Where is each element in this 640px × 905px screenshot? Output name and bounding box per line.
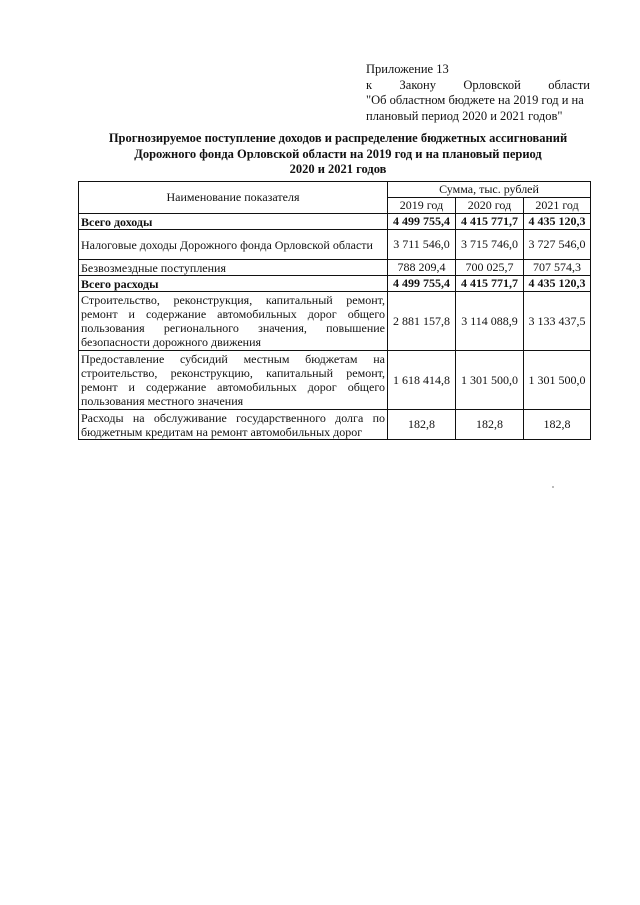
row-name-cell: Всего расходы — [79, 276, 388, 292]
row-value-cell: 182,8 — [456, 410, 524, 440]
row-value-cell: 2 881 157,8 — [388, 292, 456, 351]
row-name-cell: Строительство, реконструкция, капитальный ремонт, ремонт и содержание автомобильных дорог общего пользования регионального значения, повышение безопасности дорожного движения — [79, 292, 388, 351]
row-value-cell: 1 618 414,8 — [388, 351, 456, 410]
row-name-cell: Безвозмездные поступления — [79, 260, 388, 276]
row-value-cell: 4 435 120,3 — [524, 276, 591, 292]
row-value-cell: 3 715 746,0 — [456, 230, 524, 260]
row-value-cell: 1 301 500,0 — [524, 351, 591, 410]
annex-law-title-1: "Об областном бюджете на 2019 год и на — [366, 93, 584, 107]
annex-word: к — [366, 77, 373, 92]
row-value-cell: 1 301 500,0 — [456, 351, 524, 410]
row-value-cell: 182,8 — [388, 410, 456, 440]
table-row — [79, 410, 591, 440]
title-line: 2020 и 2021 годов — [289, 162, 387, 176]
column-header-sum: Сумма, тыс. рублей — [388, 182, 591, 198]
row-name-cell: Налоговые доходы Дорожного фонда Орловской области — [79, 230, 388, 260]
row-value-cell: 4 499 755,4 — [388, 214, 456, 230]
row-name-cell: Расходы на обслуживание государственного долга по бюджетным кредитам на ремонт автомобильных дорог — [79, 410, 388, 440]
row-value-cell: 700 025,7 — [456, 260, 524, 276]
row-value-cell: 4 415 771,7 — [456, 276, 524, 292]
annex-law-title-2: плановый период 2020 и 2021 годов" — [366, 108, 563, 123]
annex-number: Приложение 13 — [366, 62, 449, 76]
table-row — [79, 214, 591, 230]
row-name-cell: Предоставление субсидий местным бюджетам на строительство, реконструкцию, капитальный ремонт, ремонт и содержание автомобильных дорог общего пользования местного значения — [79, 351, 388, 410]
column-header-name: Наименование показателя — [79, 182, 388, 214]
column-header-year: 2020 год — [456, 198, 524, 214]
document-title — [78, 131, 598, 178]
title-line: Дорожного фонда Орловской области на 2019 год и на плановый период — [134, 146, 542, 161]
column-header-year: 2019 год — [388, 198, 456, 214]
annex-law-line — [366, 78, 590, 94]
budget-table — [78, 181, 591, 440]
row-value-cell: 3 133 437,5 — [524, 292, 591, 351]
row-value-cell: 3 711 546,0 — [388, 230, 456, 260]
table-row — [79, 276, 591, 292]
row-value-cell: 3 114 088,9 — [456, 292, 524, 351]
table-row — [79, 351, 591, 410]
row-value-cell: 707 574,3 — [524, 260, 591, 276]
row-value-cell: 4 435 120,3 — [524, 214, 591, 230]
row-value-cell: 788 209,4 — [388, 260, 456, 276]
annex-word: Орловской — [463, 77, 521, 92]
table-row — [79, 260, 591, 276]
table-row — [79, 292, 591, 351]
annex-header — [366, 62, 590, 124]
annex-word: области — [548, 77, 590, 92]
row-value-cell: 4 415 771,7 — [456, 214, 524, 230]
scan-speck — [552, 486, 554, 488]
row-value-cell: 3 727 546,0 — [524, 230, 591, 260]
title-line: Прогнозируемое поступление доходов и распределение бюджетных ассигнований — [108, 131, 568, 145]
column-header-year: 2021 год — [524, 198, 591, 214]
row-name-cell: Всего доходы — [79, 214, 388, 230]
table-row — [79, 230, 591, 260]
row-value-cell: 4 499 755,4 — [388, 276, 456, 292]
row-value-cell: 182,8 — [524, 410, 591, 440]
annex-word: Закону — [399, 77, 436, 92]
